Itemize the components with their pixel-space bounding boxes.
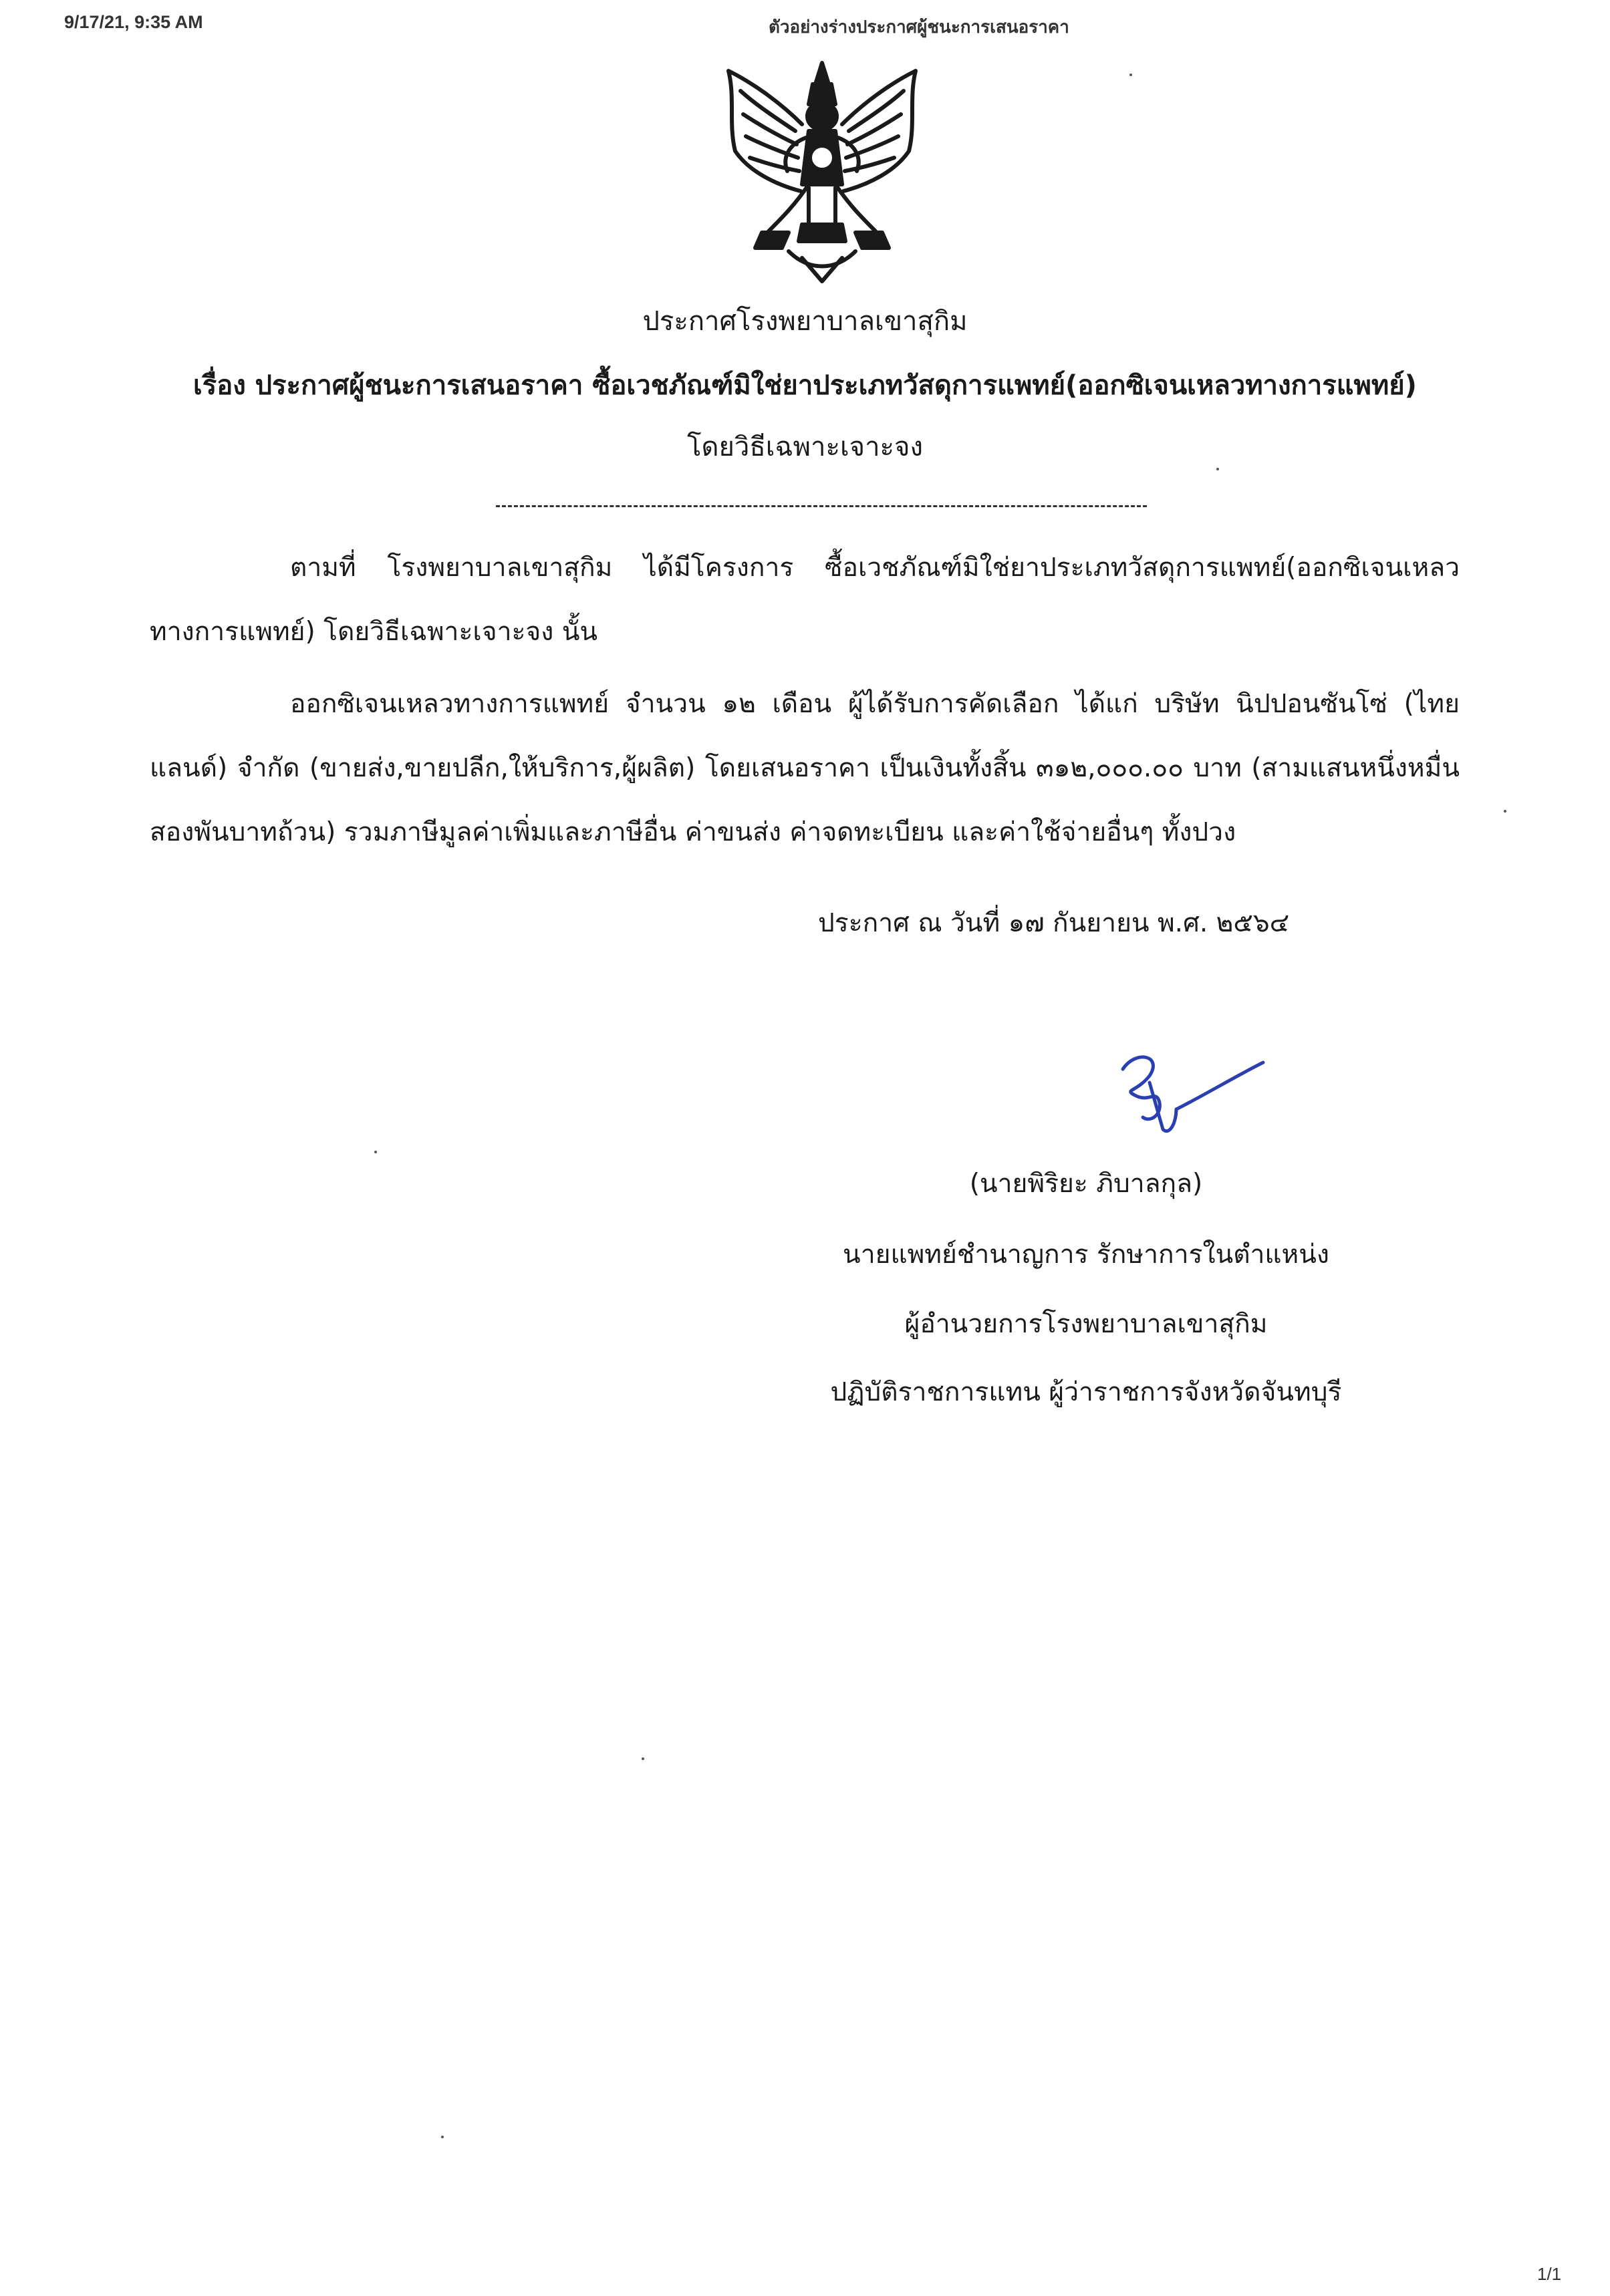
scan-speck — [642, 1757, 644, 1760]
signatory-name: (นายพิริยะ ภิบาลกุล) — [969, 1169, 1203, 1199]
announcement-subject: เรื่อง ประกาศผู้ชนะการเสนอราคา ซื้อเวชภัณฑ์มิใช่ยาประเภทวัสดุการแพทย์(ออกซิเจนเหลวทางการแพทย์) — [193, 370, 1417, 401]
scan-speck — [1504, 810, 1506, 813]
scan-speck — [1216, 468, 1219, 470]
body-paragraph-project: ตามที่ โรงพยาบาลเขาสุกิม ได้มีโครงการ ซื้อเวชภัณฑ์มิใช่ยาประเภทวัสดุการแพทย์(ออกซิเจนเหลวทางการแพทย์) โดยวิธีเฉพาะเจาะจง นั้น — [150, 553, 1460, 647]
signatory-office: ผู้อำนวยการโรงพยาบาลเขาสุกิม — [904, 1309, 1268, 1339]
procurement-method: โดยวิธีเฉพาะเจาะจง — [686, 432, 924, 462]
issuing-office: ประกาศโรงพยาบาลเขาสุกิม — [642, 306, 968, 337]
print-header — [0, 11, 1610, 37]
signatory-authority: ปฏิบัติราชการแทน ผู้ว่าราชการจังหวัดจันทบุรี — [830, 1377, 1342, 1407]
handwritten-signature-icon — [1109, 1042, 1270, 1143]
scan-speck — [1129, 74, 1132, 76]
garuda-emblem-icon — [708, 57, 936, 285]
scan-speck — [374, 1151, 377, 1153]
print-datetime: 9/17/21, 9:35 AM — [64, 12, 203, 32]
body-paragraph-winner: ออกซิเจนเหลวทางการแพทย์ จำนวน ๑๒ เดือน ผู้ได้รับการคัดเลือก ได้แก่ บริษัท นิปปอนซันโซ่ (ไทยแลนด์) จำกัด (ขายส่ง,ขายปลีก,ให้บริการ,ผู้ผลิต) โดยเสนอราคา เป็นเงินทั้งสิ้น ๓๑๒,๐๐๐.๐๐ บาท (สามแสนหนึ่งหมื่นสองพันบาทถ้วน) รวมภาษีมูลค่าเพิ่มและภาษีอื่น ค่าขนส่ง ค่าจดทะเบียน และค่าใช้จ่ายอื่นๆ ทั้งปวง — [150, 689, 1460, 847]
scan-speck — [441, 2136, 444, 2138]
page-number: 1/1 — [1537, 2264, 1562, 2284]
divider — [496, 505, 1147, 507]
announcement-date: ประกาศ ณ วันที่ ๑๗ กันยายน พ.ศ. ๒๕๖๔ — [818, 908, 1290, 938]
signatory-position: นายแพทย์ชำนาญการ รักษาการในตำแหน่ง — [843, 1240, 1329, 1270]
print-document-title: ตัวอย่างร่างประกาศผู้ชนะการเสนอราคา — [769, 17, 1069, 37]
